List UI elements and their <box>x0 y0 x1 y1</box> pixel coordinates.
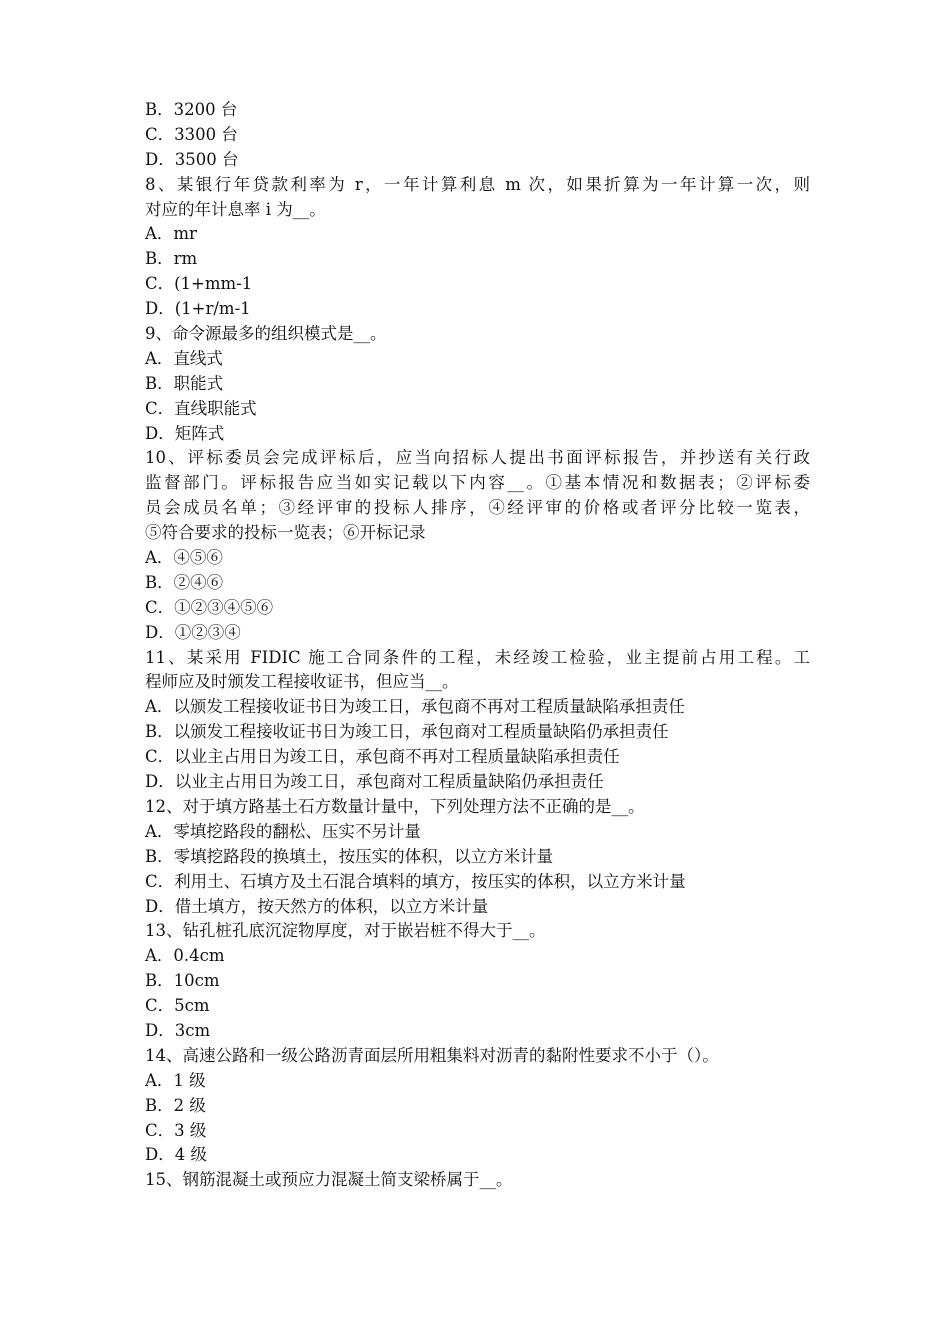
question-11-line-2: 程师应及时颁发工程接收证书，但应当__。 <box>145 672 459 692</box>
option-c: C．利用土、石填方及土石混合填料的填方，按压实的体积，以立方米计量 <box>145 871 686 891</box>
option-d: D．矩阵式 <box>145 423 225 443</box>
option-a: A．以颁发工程接收证书日为竣工日，承包商不再对工程质量缺陷承担责任 <box>145 697 685 717</box>
document-page <box>145 98 810 1193</box>
question-8-line-2: 对应的年计息率 i 为__。 <box>145 199 326 219</box>
option-b: B．rm <box>145 249 198 269</box>
option-a: A．1 级 <box>145 1070 206 1090</box>
question-13: 13、钻孔桩孔底沉淀物厚度，对于嵌岩桩不得大于__。 <box>145 921 546 941</box>
option-d: D．3cm <box>145 1020 211 1040</box>
option-d: D．3500 台 <box>145 149 239 169</box>
question-8-line-1: 8、某银行年贷款利率为 r，一年计算利息 m 次，如果折算为一年计算一次，则 <box>145 174 810 194</box>
question-9: 9、命令源最多的组织模式是__。 <box>145 324 387 344</box>
option-b: B．职能式 <box>145 373 224 393</box>
option-c: C．3300 台 <box>145 124 238 144</box>
option-c: C．直线职能式 <box>145 398 257 418</box>
option-d: D．4 级 <box>145 1145 207 1165</box>
option-d: D．①②③④ <box>145 622 241 642</box>
question-10-line-3: 员会成员名单；③经评审的投标人排序，④经评审的价格或者评分比较一览表， <box>145 498 810 518</box>
option-c: C．以业主占用日为竣工日，承包商不再对工程质量缺陷承担责任 <box>145 747 620 767</box>
option-b: B．3200 台 <box>145 100 238 119</box>
question-14: 14、高速公路和一级公路沥青面层所用粗集料对沥青的黏附性要求不小于（）。 <box>145 1045 719 1065</box>
option-b: B．零填挖路段的换填土，按压实的体积，以立方米计量 <box>145 846 554 866</box>
option-c: C．①②③④⑤⑥ <box>145 597 274 617</box>
option-b: B．以颁发工程接收证书日为竣工日，承包商对工程质量缺陷仍承担责任 <box>145 722 669 742</box>
option-d: D．(1+r/m-1 <box>145 299 251 319</box>
option-b: B．2 级 <box>145 1095 206 1115</box>
option-a: A．④⑤⑥ <box>145 548 223 568</box>
question-12: 12、对于填方路基土石方数量计量中，下列处理方法不正确的是__。 <box>145 796 645 816</box>
option-c: C．(1+mm-1 <box>145 274 253 294</box>
option-c: C．5cm <box>145 996 210 1016</box>
question-10-line-1: 10、评标委员会完成评标后，应当向招标人提出书面评标报告，并抄送有关行政 <box>145 448 810 468</box>
option-a: A．0.4cm <box>145 946 225 966</box>
question-10-line-4: ⑤符合要求的投标一览表；⑥开标记录 <box>145 523 426 543</box>
option-b: B．10cm <box>145 971 220 991</box>
question-11-line-1: 11、某采用 FIDIC 施工合同条件的工程，未经竣工检验，业主提前占用工程。工 <box>145 647 810 667</box>
option-a: A．mr <box>145 224 197 244</box>
option-c: C．3 级 <box>145 1120 207 1140</box>
option-b: B．②④⑥ <box>145 572 224 592</box>
option-d: D．借土填方，按天然方的体积，以立方米计量 <box>145 896 489 916</box>
question-10-line-2: 监督部门。评标报告应当如实记载以下内容__。①基本情况和数据表；②评标委 <box>145 473 810 493</box>
question-15: 15、钢筋混凝土或预应力混凝土简支梁桥属于__。 <box>145 1170 513 1190</box>
option-a: A．直线式 <box>145 348 223 368</box>
option-a: A．零填挖路段的翻松、压实不另计量 <box>145 821 421 841</box>
option-d: D．以业主占用日为竣工日，承包商对工程质量缺陷仍承担责任 <box>145 772 604 792</box>
